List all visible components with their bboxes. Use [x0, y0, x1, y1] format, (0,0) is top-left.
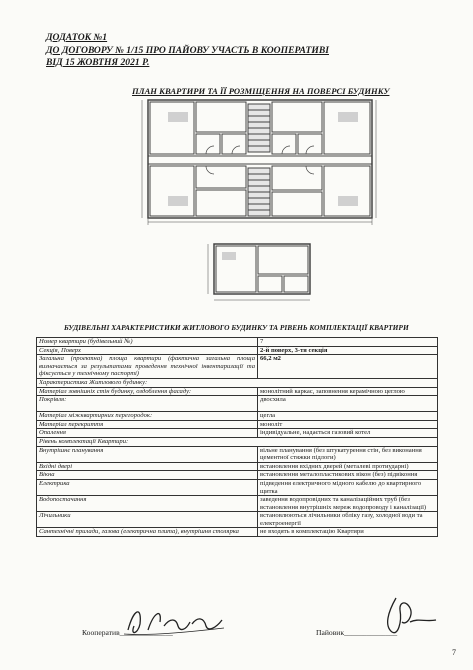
- table-row: [37, 429, 438, 438]
- row-label: Матеріал перекриття: [37, 420, 258, 429]
- table-row: [37, 420, 438, 429]
- row-value: підведення електричного мідного кабелю до квартирного щитка: [258, 479, 438, 495]
- table-row: [37, 496, 438, 512]
- row-label: Загальна (проектна) площа квартири (фактична загальна площа визначається за результатами проведення технічної інвентаризації та фіксується у технічному паспорті): [37, 355, 258, 379]
- row-value: заведення водопровідних та каналізаційних труб (без встановлення внутрішніх мереж водопроводу і каналізації): [258, 496, 438, 512]
- table-row: [37, 528, 438, 537]
- room: [196, 134, 220, 154]
- shareholder-label: Пайовик______________: [316, 628, 398, 637]
- room: [196, 166, 246, 188]
- room: [284, 276, 308, 292]
- row-label: Вхідні двері: [37, 462, 258, 471]
- apartment-detail-plan: [214, 244, 310, 294]
- row-label: Внутрішнє планування: [37, 446, 258, 462]
- room: [272, 102, 322, 132]
- row-label: Номер квартири (будівельний №): [37, 338, 258, 347]
- room: [324, 166, 370, 216]
- row-label: Лічильники: [37, 512, 258, 528]
- room: [272, 166, 322, 190]
- characteristics-table: [36, 337, 438, 537]
- row-label: Матеріал міжквартирних перегородок:: [37, 412, 258, 421]
- room: [258, 246, 308, 274]
- room: [222, 134, 246, 154]
- row-value: 7: [258, 338, 438, 347]
- table-row: [37, 446, 438, 462]
- row-value: встановлення вхідних дверей (металеві протиударні): [258, 462, 438, 471]
- table-row: [37, 437, 438, 446]
- row-value: 2-й поверх, 3-тя секція: [258, 346, 438, 355]
- row-value: індивідуальне, надається газовий котел: [258, 429, 438, 438]
- table-row: [37, 355, 438, 379]
- row-label: Електрика: [37, 479, 258, 495]
- table-row: [37, 412, 438, 421]
- row-label: Матеріал зовнішніх стін будинку, оздоблення фасаду:: [37, 387, 258, 396]
- row-label: Сантехнічні прилади, газова (електрична плита), внутрішня столярка: [37, 528, 258, 537]
- row-value: 66,2 м2: [258, 355, 438, 379]
- header-line-2: ДО ДОГОВОРУ № 1/15 ПРО ПАЙОВУ УЧАСТЬ В КООПЕРАТИВІ: [46, 44, 329, 56]
- section-header: Характеристика Житлового будинку:: [37, 378, 438, 387]
- table-row: [37, 479, 438, 495]
- row-label: Опалення: [37, 429, 258, 438]
- cooperative-label: Кооператив______________: [82, 628, 173, 637]
- page-number: 7: [452, 648, 456, 657]
- header-line-3: ВІД 15 ЖОВТНЯ 2021 Р.: [46, 57, 150, 69]
- row-value: монолітний каркас, заповнення керамічною цеглою: [258, 387, 438, 396]
- section-header: Рівень комплектації Квартири:: [37, 437, 438, 446]
- row-value: вільне планування (без штукатурення стін, без виконання цементної стяжки підлоги): [258, 446, 438, 462]
- floor-plan-drawing: [0, 0, 473, 330]
- row-value: моноліт: [258, 420, 438, 429]
- room: [272, 134, 296, 154]
- table-row: [37, 396, 438, 412]
- table-row: [37, 338, 438, 347]
- table-row: [37, 378, 438, 387]
- row-value: не входять в комплектацію Квартири: [258, 528, 438, 537]
- table-row: [37, 346, 438, 355]
- characteristics-title: БУДІВЕЛЬНІ ХАРАКТЕРИСТИКИ ЖИТЛОВОГО БУДИНКУ ТА РІВЕНЬ КОМПЛЕКТАЦІЇ КВАРТИРИ: [64, 323, 409, 332]
- table-row: [37, 471, 438, 480]
- plan-title: ПЛАН КВАРТИРИ ТА ЇЇ РОЗМІЩЕННЯ НА ПОВЕРСІ БУДИНКУ: [132, 86, 390, 96]
- row-value: двосхила: [258, 396, 438, 412]
- room: [324, 102, 370, 154]
- row-value: цегла: [258, 412, 438, 421]
- room: [196, 190, 246, 216]
- row-value: встановлюються лічильники обліку газу, холодної води та електроенергії: [258, 512, 438, 528]
- room: [298, 134, 322, 154]
- room: [258, 276, 282, 292]
- room: [150, 166, 194, 216]
- header-line-1: ДОДАТОК №1: [46, 32, 108, 43]
- row-label: Вікна: [37, 471, 258, 480]
- row-label: Водопостачання: [37, 496, 258, 512]
- table-row: [37, 462, 438, 471]
- room: [272, 192, 322, 216]
- room: [196, 102, 246, 132]
- row-label: Секція, Поверх: [37, 346, 258, 355]
- table-row: [37, 512, 438, 528]
- row-value: встановлення металопластикових вікон (без) підвіконня: [258, 471, 438, 480]
- row-label: Покрівля:: [37, 396, 258, 412]
- table-row: [37, 387, 438, 396]
- room: [150, 102, 194, 154]
